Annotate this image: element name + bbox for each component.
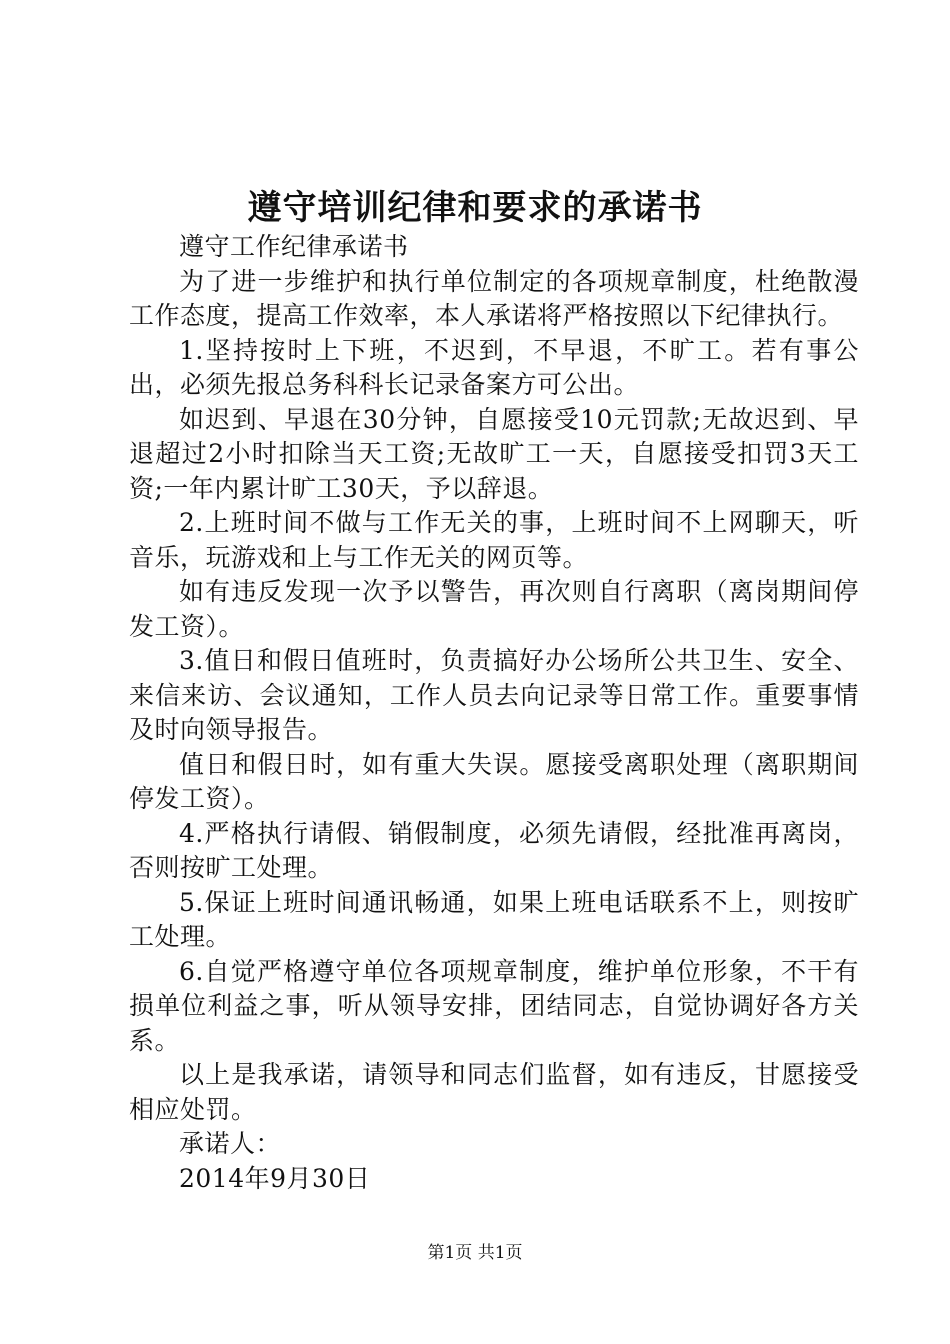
signature-date: 2014年9月30日: [179, 1163, 371, 1193]
document-body: [129, 230, 859, 1196]
body-paragraph: 5.保证上班时间通讯畅通，如果上班电话联系不上，则按旷工处理。: [129, 887, 859, 951]
body-paragraph: 遵守工作纪律承诺书: [179, 232, 409, 261]
body-paragraph: 6.自觉严格遵守单位各项规章制度，维护单位形象，不干有损单位利益之事，听从领导安排，团结同志，自觉协调好各方关系。: [129, 956, 859, 1055]
body-paragraph: 以上是我承诺，请领导和同志们监督，如有违反，甘愿接受相应处罚。: [129, 1060, 859, 1124]
body-paragraph: 3.值日和假日值班时，负责搞好办公场所公共卫生、安全、来信来访、会议通知，工作人员去向记录等日常工作。重要事情及时向领导报告。: [129, 646, 859, 744]
signature-label: 承诺人：: [179, 1129, 282, 1158]
body-paragraph: 1.坚持按时上下班，不迟到，不早退，不旷工。若有事公出，必须先报总务科科长记录备案方可公出。: [129, 335, 859, 399]
body-paragraph: 如有违反发现一次予以警告，再次则自行离职（离岗期间停发工资）。: [129, 577, 859, 641]
body-paragraph: 为了进一步维护和执行单位制定的各项规章制度，杜绝散漫工作态度，提高工作效率，本人承诺将严格按照以下纪律执行。: [129, 266, 859, 330]
page-number-footer: 第1页 共1页: [427, 1243, 523, 1263]
body-paragraph: 2.上班时间不做与工作无关的事，上班时间不上网聊天，听音乐，玩游戏和上与工作无关的网页等。: [129, 508, 859, 572]
body-paragraph: 4.严格执行请假、销假制度，必须先请假，经批准再离岗，否则按旷工处理。: [129, 818, 859, 882]
body-paragraph: 值日和假日时，如有重大失误。愿接受离职处理（离职期间停发工资）。: [129, 749, 859, 813]
document-title: 遵守培训纪律和要求的承诺书: [247, 188, 703, 228]
body-paragraph: 如迟到、早退在30分钟，自愿接受10元罚款;无故迟到、早退超过2小时扣除当天工资;无故旷工一天，自愿接受扣罚3天工资;一年内累计旷工30天，予以辞退。: [129, 404, 859, 503]
